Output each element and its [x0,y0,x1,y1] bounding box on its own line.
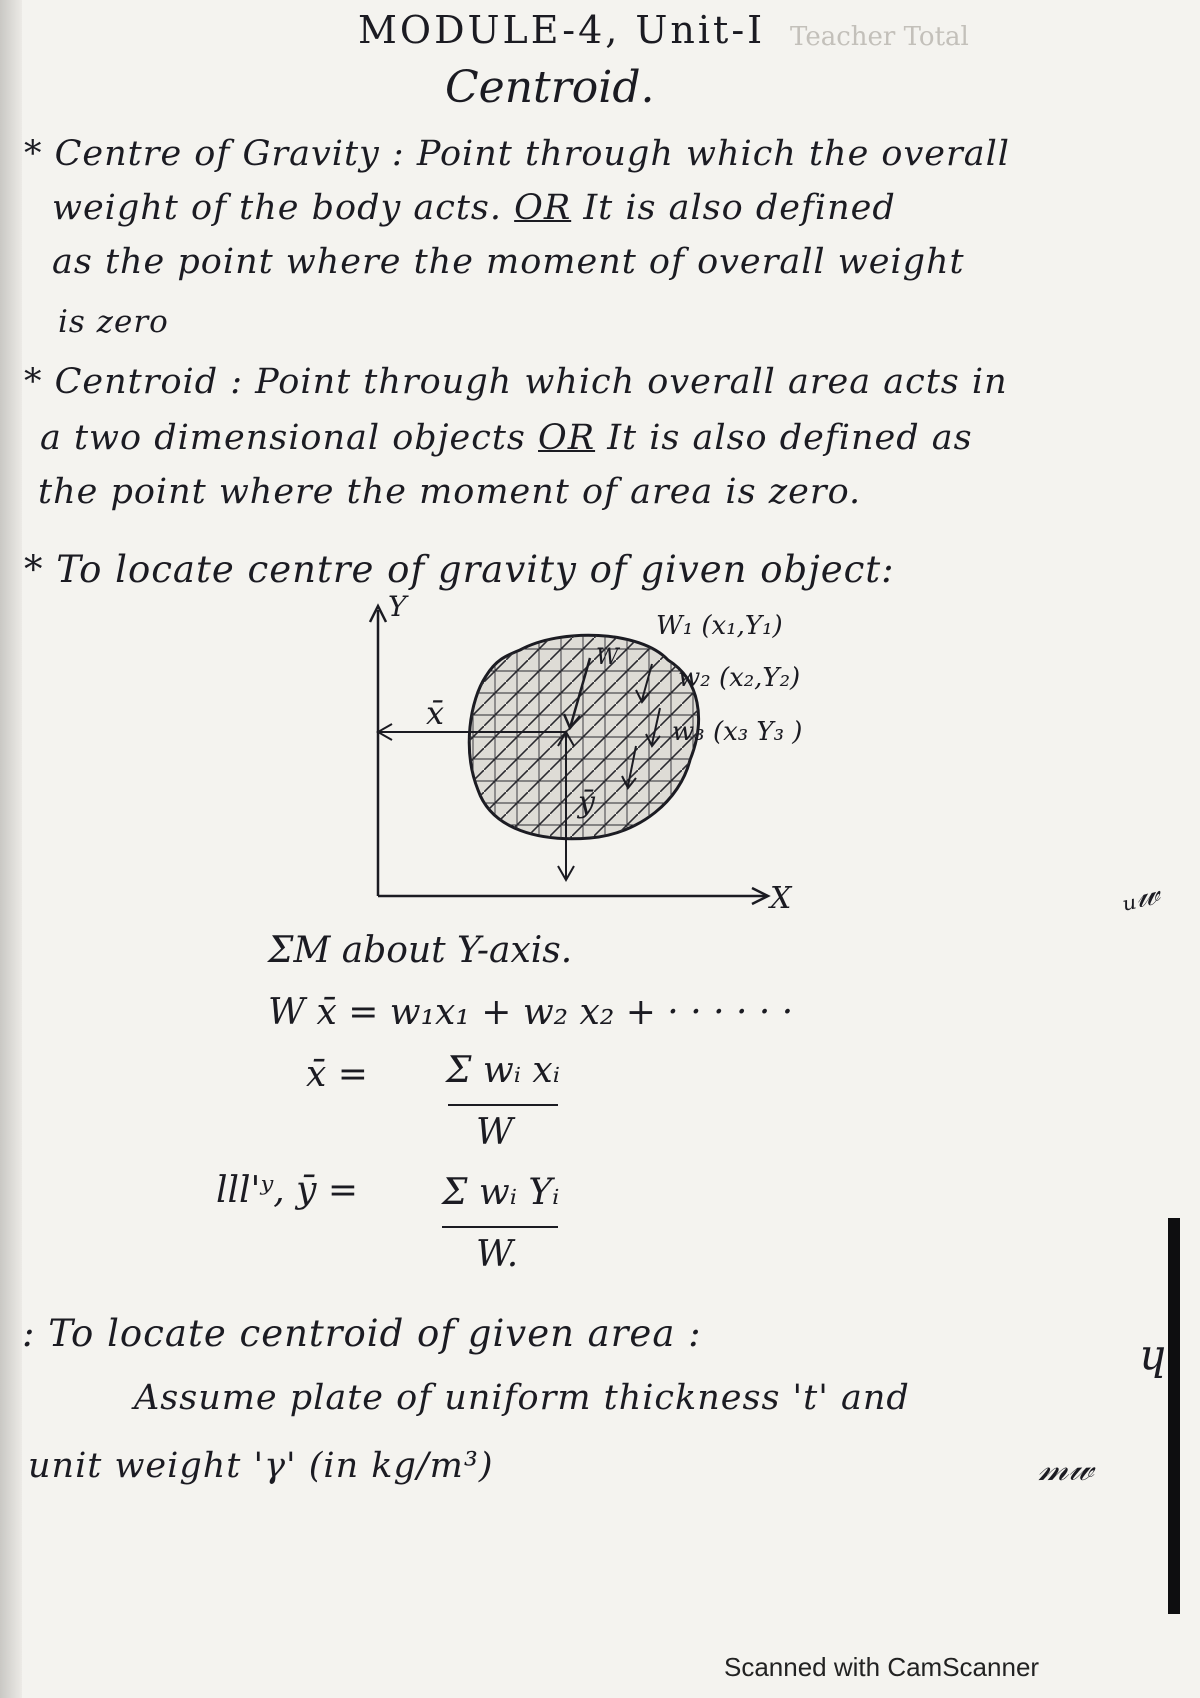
equation-1: W x̄ = w₁x₁ + w₂ x₂ + · · · · · · [268,992,794,1033]
margin-mark-3: 𝓂𝓌 [1038,1448,1094,1489]
ybar-denominator: W. [476,1234,519,1275]
locate-cg-heading: * To locate centre of gravity of given object: [24,548,895,591]
centroid-area-line-1: Assume plate of uniform thickness 't' and [134,1378,910,1418]
module-title: MODULE-4, Unit-I [358,8,766,52]
x-axis-label: X [770,881,792,916]
w2-label: w₂ (x₂,Y₂) [678,663,801,693]
total-weight-label: W [596,645,619,670]
cg-line-1: * Centre of Gravity : Point through which the overall [24,134,1010,174]
xbar-denominator: W [476,1112,514,1153]
xbar-lhs: x̄ = [306,1054,368,1095]
centroid-line-2-tail: It is also defined as [607,418,973,458]
topic-title: Centroid. [445,62,655,113]
w3-label: w₃ (x₃ Y₃ ) [672,717,803,747]
xbar-label: x̄ [426,694,445,732]
w1-label: W₁ (x₁,Y₁) [656,611,783,641]
margin-mark-2: ɥ [1140,1330,1168,1379]
y-axis-label: Y [388,590,407,623]
cg-line-2-text: weight of the body acts. [52,188,502,228]
centroid-line-3: the point where the moment of area is zero. [38,472,862,512]
centroid-line-1: * Centroid : Point through which overall area acts in [24,362,1008,402]
margin-mark-1: ᵤ𝓌 [1118,872,1163,920]
ybar-label: ȳ [578,785,595,820]
faint-header: Teacher Total [790,22,969,52]
cg-line-4: is zero [58,304,169,340]
cg-line-2-tail: It is also defined [583,188,896,228]
centroid-or-label: OR [538,418,596,458]
ybar-fraction-bar [442,1226,558,1228]
camscanner-watermark: Scanned with CamScanner [724,1652,1040,1682]
xbar-numerator: Σ wᵢ xᵢ [446,1050,560,1091]
centroid-area-heading: : To locate centroid of given area : [22,1312,702,1355]
cg-line-3: as the point where the moment of overall weight [52,242,965,282]
moment-heading: ΣM about Y-axis. [268,930,573,971]
xbar-fraction-bar [448,1104,558,1106]
centroid-line-2-text: a two dimensional objects [40,418,526,458]
centroid-area-line-2: unit weight 'γ' (in kg/m³) [28,1446,494,1486]
ybar-lhs: lll'ʸ, ȳ = [216,1170,359,1211]
ybar-numerator: Σ wᵢ Yᵢ [442,1172,560,1213]
cg-or-label: OR [514,188,572,228]
